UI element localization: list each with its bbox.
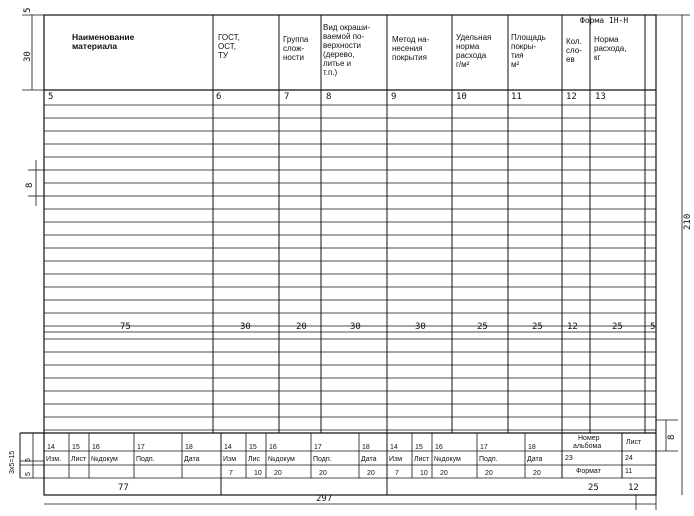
stamp-num: 17: [314, 444, 322, 451]
col-num-8: 8: [326, 92, 332, 102]
stamp-width: 10: [420, 470, 428, 477]
col-num-10: 10: [456, 92, 467, 102]
stamp-num: 18: [185, 444, 193, 451]
stamp-num: 18: [528, 444, 536, 451]
col-title-8-line-0: Вид окраши-: [323, 23, 371, 32]
stamp-width: 7: [395, 470, 399, 477]
col-title-10-line-2: расхода: [456, 51, 487, 60]
col-title-9-line-0: Метод на-: [392, 35, 430, 44]
stamp-num: 16: [269, 444, 277, 451]
col-num-9: 9: [391, 92, 397, 102]
col-num-7: 7: [284, 92, 290, 102]
col-title-11-line-2: тия: [511, 51, 524, 60]
col-num-6: 6: [216, 92, 222, 102]
col-title-10-line-0: Удельная: [456, 33, 492, 42]
stamp-width: 20: [440, 470, 448, 477]
dim-stamp-five-a: 5: [25, 472, 32, 476]
stamp-num: 15: [72, 444, 80, 451]
stamp-width: 20: [485, 470, 493, 477]
col-title-7-line-1: слож-: [283, 44, 305, 53]
format-label: Формат: [576, 468, 601, 475]
format-num: 11: [625, 468, 633, 475]
col-title-11-line-1: покры-: [511, 42, 537, 51]
stamp-label: №докум: [91, 456, 118, 463]
dim-header-height: 30: [23, 51, 33, 62]
dim-top-margin: 5: [23, 7, 33, 13]
width-col-9: 30: [415, 322, 426, 332]
stamp-label: Изм: [223, 456, 237, 463]
stamp-label: Дата: [527, 456, 543, 463]
width-col-12: 12: [567, 322, 578, 332]
stamp-label: Дата: [361, 456, 377, 463]
col-title-13-line-0: Норма: [594, 35, 619, 44]
stamp-label: Изм.: [46, 456, 61, 463]
stamp-label: №докум: [268, 456, 295, 463]
col-title-12-line-2: ев: [566, 55, 575, 64]
stamp-label: Подп.: [136, 456, 155, 463]
col-title-10-line-1: норма: [456, 42, 480, 51]
col-title-5-line-0: Наименование: [72, 32, 135, 42]
width-col-10: 25: [477, 322, 488, 332]
stamp-num: 18: [362, 444, 370, 451]
sheet-label: Лист: [626, 439, 642, 446]
col-title-7-line-0: Группа: [283, 35, 309, 44]
col-num-12: 12: [566, 92, 577, 102]
stamp-num: 17: [480, 444, 488, 451]
width-col-7: 20: [296, 322, 307, 332]
col-title-6-line-0: ГОСТ,: [218, 33, 240, 42]
stamp-num: 16: [435, 444, 443, 451]
stamp-width: 7: [229, 470, 233, 477]
stamp-num: 14: [224, 444, 232, 451]
width-col-6: 30: [240, 322, 251, 332]
stamp-width: 20: [319, 470, 327, 477]
stamp-num: 14: [47, 444, 55, 451]
form-label: Форма 1Н-Н: [580, 16, 629, 25]
col-title-12-line-1: сло-: [566, 46, 582, 55]
col-num-11: 11: [511, 92, 522, 102]
album-num: 23: [565, 455, 573, 462]
right-dimension: [656, 15, 693, 495]
width-col-8: 30: [350, 322, 361, 332]
stamp-width: 20: [367, 470, 375, 477]
sheet-num: 24: [625, 455, 633, 462]
col-title-8-line-1: ваемой по-: [323, 32, 365, 41]
stamp-label: Подп.: [313, 456, 332, 463]
col-title-8-line-2: верхности: [323, 41, 361, 50]
column-dividers: [213, 15, 645, 433]
col-title-13-line-1: расхода,: [594, 44, 627, 53]
stamp-width-25: 25: [588, 483, 599, 493]
form-frame: [44, 15, 656, 495]
album-label-1: Номер: [578, 435, 600, 442]
width-annotations: [44, 322, 656, 332]
stamp-label: Лист: [414, 456, 430, 463]
stamp-right: [562, 420, 678, 493]
left-dimensions: [9, 8, 44, 476]
stamp-width-12: 12: [628, 483, 639, 493]
stamp-num: 14: [390, 444, 398, 451]
stamp-width: 10: [254, 470, 262, 477]
width-col-11: 25: [532, 322, 543, 332]
width-col-5: 75: [120, 322, 131, 332]
col-title-10-line-3: г/м²: [456, 60, 470, 69]
col-num-5: 5: [48, 92, 54, 102]
col-title-9-line-1: несения: [392, 44, 423, 53]
col-title-11-line-3: м²: [511, 60, 520, 69]
bottom-dimensions: [44, 483, 656, 510]
dim-row-height: 8: [25, 182, 35, 188]
col-title-5-line-1: материала: [72, 41, 118, 51]
col-num-13: 13: [595, 92, 606, 102]
group-width-total: 77: [118, 483, 129, 493]
col-title-8-line-3: (дерево,: [323, 50, 355, 59]
stamp-label: Лис: [248, 456, 261, 463]
col-title-11-line-0: Площадь: [511, 33, 546, 42]
width-margin: 5: [650, 322, 656, 332]
dim-stamp-rows: 3х5=15: [9, 450, 16, 474]
header-titles: [72, 23, 626, 77]
col-title-13-line-2: кг: [594, 53, 601, 62]
stamp-label: Подп.: [479, 456, 498, 463]
stamp-label: Изм: [389, 456, 403, 463]
col-title-12-line-0: Кол.: [566, 37, 582, 46]
stamp-width: 20: [533, 470, 541, 477]
col-title-9-line-2: покрытия: [392, 53, 427, 62]
stamp-num: 15: [249, 444, 257, 451]
stamp-width: 20: [274, 470, 282, 477]
col-title-6-line-2: ТУ: [218, 51, 228, 60]
col-title-8-line-4: литье и: [323, 59, 352, 68]
dim-total-height: 210: [683, 213, 693, 230]
stamp-num: 17: [137, 444, 145, 451]
album-label-2: альбома: [573, 443, 602, 450]
col-title-8-line-5: т.п.): [323, 68, 338, 77]
column-numbers: [48, 92, 606, 102]
stamp-num: 16: [92, 444, 100, 451]
table-rows: [44, 105, 656, 430]
stamp-label: Лист: [71, 456, 87, 463]
col-title-7-line-2: ности: [283, 53, 304, 62]
stamp-label: Дата: [184, 456, 200, 463]
dim-stamp-five-b: 5: [25, 458, 32, 462]
stamp-label: №докум: [434, 456, 461, 463]
col-title-6-line-1: ОСТ,: [218, 42, 236, 51]
stamp-num: 15: [415, 444, 423, 451]
width-col-13: 25: [612, 322, 623, 332]
total-width: 297: [316, 494, 333, 504]
stamp-side-dim: 8: [667, 434, 677, 440]
